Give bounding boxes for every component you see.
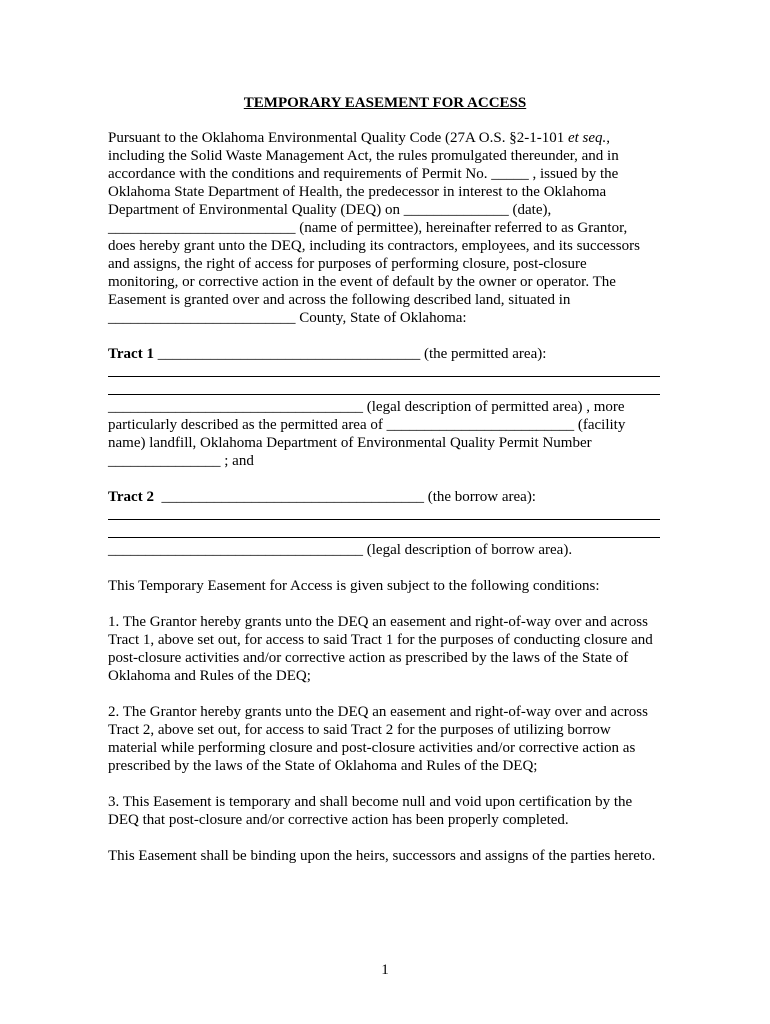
condition-3-line-2: DEQ that post-closure and/or corrective action has been properly completed. <box>108 812 569 828</box>
tract-1-blank-line-2 <box>108 394 660 395</box>
tract-1-label: Tract 1 <box>108 346 154 362</box>
tract-1-desc-line-2: name) landfill, Oklahoma Department of Environmental Quality Permit Number <box>108 435 592 451</box>
condition-1-line-3: post-closure activities and/or corrective action as prescribed by the laws of the State of <box>108 650 629 666</box>
condition-1-line-2: Tract 1, above set out, for access to said Tract 1 for the purposes of conducting closure and <box>108 632 653 648</box>
intro-line-7: does hereby grant unto the DEQ, including its contractors, employees, and its successors <box>108 238 640 254</box>
tract-2-blank-line-1 <box>108 519 660 520</box>
intro-line-2: including the Solid Waste Management Act, the rules promulgated thereunder, and in <box>108 148 619 164</box>
intro-line-3: accordance with the conditions and requirements of Permit No. _____ , issued by the <box>108 166 619 182</box>
tract-1-line: Tract 1 ___________________________________ (the permitted area): <box>108 346 547 362</box>
tract-2-blank-line-2 <box>108 537 660 538</box>
intro-line-9: monitoring, or corrective action in the event of default by the owner or operator. The <box>108 274 616 290</box>
closing-statement: This Easement shall be binding upon the heirs, successors and assigns of the parties hereto. <box>108 848 656 864</box>
intro-line-4: Oklahoma State Department of Health, the predecessor in interest to the Oklahoma <box>108 184 607 200</box>
condition-2-line-1: 2. The Grantor hereby grants unto the DEQ an easement and right-of-way over and across <box>108 704 648 720</box>
tract-2-label: Tract 2 <box>108 489 154 505</box>
tract-1-blank-line-1 <box>108 376 660 377</box>
tract-1-desc-line-1: particularly described as the permitted area of _________________________ (facility <box>108 417 626 433</box>
condition-1-line-1: 1. The Grantor hereby grants unto the DEQ an easement and right-of-way over and across <box>108 614 648 630</box>
intro-line-10: Easement is granted over and across the following described land, situated in <box>108 292 571 308</box>
condition-3-line-1: 3. This Easement is temporary and shall become null and void upon certification by the <box>108 794 633 810</box>
condition-2-line-3: material while performing closure and post-closure activities and/or corrective action as <box>108 740 636 756</box>
intro-line-1: Pursuant to the Oklahoma Environmental Quality Code (27A O.S. §2-1-101 et seq., <box>108 130 611 146</box>
intro-line-11: _________________________ County, State of Oklahoma: <box>108 310 467 326</box>
document-title: TEMPORARY EASEMENT FOR ACCESS <box>243 95 527 111</box>
intro-line-8: and assigns, the right of access for purposes of performing closure, post-closure <box>108 256 587 272</box>
condition-2-line-2: Tract 2, above set out, for access to said Tract 2 for the purposes of utilizing borrow <box>108 722 611 738</box>
intro-line-6: _________________________ (name of permittee), hereinafter referred to as Grantor, <box>108 220 628 236</box>
page-number: 1 <box>381 962 389 978</box>
tract-2-legal-line: __________________________________ (legal description of borrow area). <box>108 542 573 558</box>
tract-1-desc-line-3: _______________ ; and <box>108 453 254 469</box>
condition-2-line-4: prescribed by the laws of the State of Oklahoma and Rules of the DEQ; <box>108 758 538 774</box>
conditions-intro: This Temporary Easement for Access is given subject to the following conditions: <box>108 578 600 594</box>
condition-1-line-4: Oklahoma and Rules of the DEQ; <box>108 668 311 684</box>
tract-1-legal-line: __________________________________ (legal description of permitted area) , more <box>108 399 625 415</box>
intro-line-5: Department of Environmental Quality (DEQ) on ______________ (date), <box>108 202 552 218</box>
tract-2-line: Tract 2 ___________________________________ (the borrow area): <box>108 489 536 505</box>
